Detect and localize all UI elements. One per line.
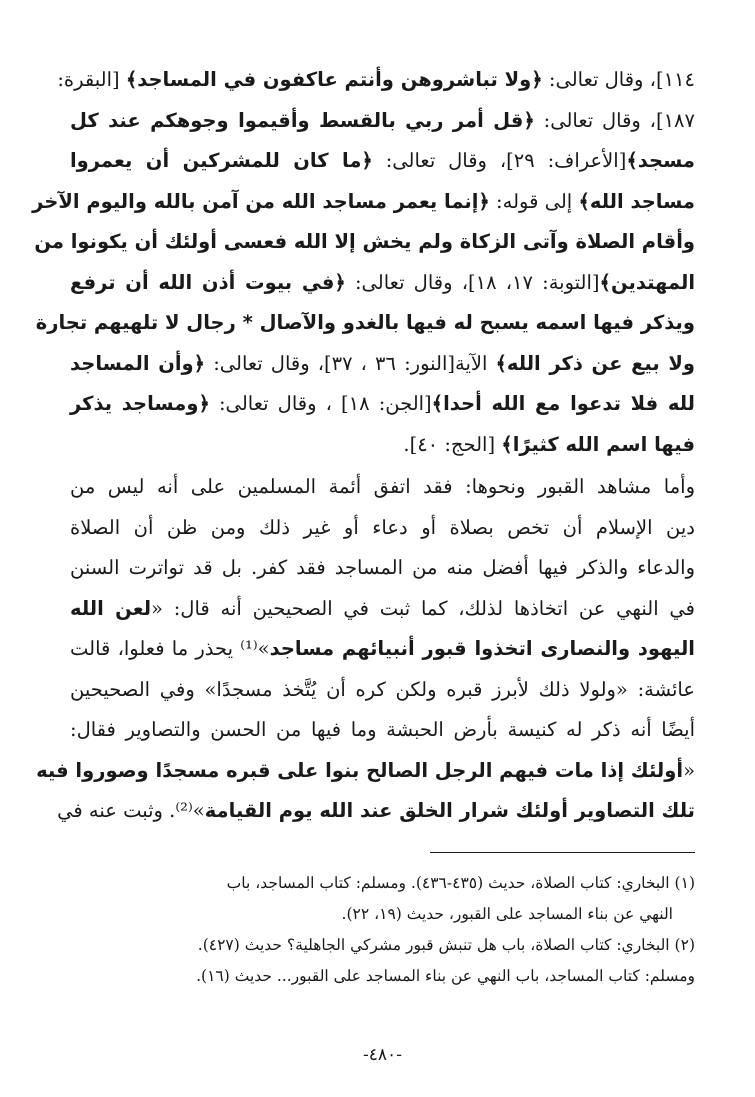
book-page bbox=[32, 60, 696, 1080]
text-run: ١١٤]، وقال تعالى: bbox=[542, 68, 695, 91]
text-line bbox=[70, 589, 695, 630]
text-run: [البقرة: bbox=[57, 68, 126, 91]
quoted-text: ﴿ومساجد يذكر bbox=[70, 392, 210, 415]
footnote-2 bbox=[70, 930, 695, 992]
footnote-number: (٢) bbox=[674, 936, 695, 954]
text-run: [التوبة: ١٧، ١٨]، وقال تعالى: bbox=[345, 270, 600, 294]
text-line bbox=[70, 710, 695, 751]
footnote-text: البخاري: كتاب الصلاة، حديث (٤٣٥-٤٣٦). ومسلم: كتاب المساجد، باب bbox=[226, 874, 675, 892]
text-line bbox=[35, 303, 695, 344]
text-line bbox=[70, 101, 695, 142]
text-line bbox=[70, 467, 695, 508]
text-line bbox=[70, 384, 695, 425]
text-line bbox=[70, 425, 695, 466]
text-run: [الجن: ١٨] ، وقال تعالى: bbox=[209, 392, 432, 415]
text-run: « bbox=[683, 758, 695, 782]
quoted-text: ﴿إنما يعمر مساجد الله من آمن بالله واليوم الآخر bbox=[32, 189, 490, 213]
text-run: وأما مشاهد القبور ونحوها: فقد اتفق أئمة المسلمين على أنه ليس من bbox=[70, 475, 695, 498]
quoted-text: ولا بيع عن ذكر الله﴾ bbox=[495, 351, 695, 375]
text-run: [الحج: ٤٠]. bbox=[403, 432, 502, 456]
quoted-text: المهتدين﴾ bbox=[599, 270, 696, 294]
footnote-separator bbox=[430, 852, 695, 853]
text-line bbox=[70, 548, 695, 589]
footnote-text: البخاري: كتاب الصلاة، باب هل تنبش قبور مشركي الجاهلية؟ حديث (٤٢٧). bbox=[197, 936, 675, 954]
text-line bbox=[34, 222, 695, 263]
text-run: إلى قوله: bbox=[489, 189, 579, 213]
quoted-text: ﴿ما كان للمشركين أن يعمروا bbox=[70, 149, 373, 172]
quoted-text: لعن الله bbox=[70, 596, 152, 620]
text-run: أيضًا أنه ذكر له كنيسة بأرض الحبشة وما فيها من الحسن والتصاوير فقال: bbox=[70, 718, 695, 741]
text-run: ١٨٧]، وقال تعالى: bbox=[534, 108, 695, 132]
quoted-text: وأقام الصلاة وآتى الزكاة ولم يخش إلا الله فعسى أولئك أن يكونوا من bbox=[34, 230, 695, 253]
footnote-1 bbox=[70, 868, 695, 930]
quoted-text: مسجد﴾ bbox=[626, 149, 695, 172]
quoted-text: ﴿في بيوت أذن الله أن ترفع bbox=[70, 270, 346, 294]
text-line bbox=[70, 670, 695, 711]
quoted-text: فيها اسم الله كثيرًا﴾ bbox=[501, 432, 695, 456]
quoted-text: أولئك إذا مات فيهم الرجل الصالح بنوا على قبره مسجدًا وصوروا فيه bbox=[36, 758, 684, 782]
footnote-number: (١) bbox=[674, 874, 695, 892]
quoted-text: ﴿ولا تباشروهن وأنتم عاكفون في المساجد﴾ bbox=[125, 68, 543, 91]
footnote-text-continued: ومسلم: كتاب المساجد، باب النهي عن بناء المساجد على القبور... حديث (١٦). bbox=[196, 967, 695, 985]
quoted-text: ﴿وأن المساجد bbox=[70, 351, 206, 375]
paragraph-grave-shrines bbox=[36, 467, 696, 832]
quoted-text: اليهود والنصارى اتخذوا قبور أنبيائهم مساجد bbox=[269, 637, 695, 660]
quoted-text: مساجد الله﴾ bbox=[578, 189, 695, 213]
quoted-text: تلك التصاوير أولئك شرار الخلق عند الله يوم القيامة bbox=[204, 799, 695, 822]
quoted-text: ويذكر فيها اسمه يسبح له فيها بالغدو والآصال * رجال لا تلهيهم تجارة bbox=[35, 311, 695, 334]
quoted-text: لله فلا تدعوا مع الله أحدا﴾ bbox=[431, 392, 695, 415]
text-line bbox=[57, 791, 695, 832]
quoted-text: ﴿قل أمر ربي بالقسط وأقيموا وجوهكم عند كل bbox=[70, 108, 535, 132]
footnote-text-continued: النهي عن بناء المساجد على القبور، حديث (١٩، ٢٢). bbox=[341, 905, 673, 923]
text-line bbox=[70, 508, 695, 549]
text-run: والدعاء والذكر فيها أفضل منه من المساجد فقد كفر. بل قد تواترت السنن bbox=[70, 556, 695, 579]
text-run: عائشة: «ولولا ذلك لأبرز قبره ولكن كره أن يُتَّخذ مسجدًا» وفي الصحيحين bbox=[70, 677, 696, 701]
text-line bbox=[36, 751, 695, 792]
text-line bbox=[70, 629, 695, 670]
text-run: الآية[النور: ٣٦ ، ٣٧]، وقال تعالى: bbox=[205, 351, 496, 375]
text-line bbox=[32, 182, 695, 223]
text-run: »⁽¹⁾ يحذر ما فعلوا، قالت bbox=[70, 637, 270, 660]
paragraph-quran-verses bbox=[32, 60, 696, 465]
footnotes bbox=[70, 868, 695, 992]
text-run: دين الإسلام أن تخص بصلاة أو دعاء أو غير ذلك ومن ظن أن الصلاة bbox=[70, 515, 695, 539]
text-line bbox=[70, 141, 695, 182]
text-line bbox=[70, 344, 695, 385]
text-line bbox=[57, 60, 695, 101]
text-run: »⁽²⁾. وثبت عنه في bbox=[57, 799, 205, 822]
text-run: في النهي عن اتخاذها لذلك، كما ثبت في الصحيحين أنه قال: « bbox=[151, 596, 695, 620]
text-run: [الأعراف: ٢٩]، وقال تعالى: bbox=[372, 149, 627, 172]
text-line bbox=[70, 263, 695, 304]
page-number: -٤٨٠- bbox=[363, 1045, 402, 1065]
